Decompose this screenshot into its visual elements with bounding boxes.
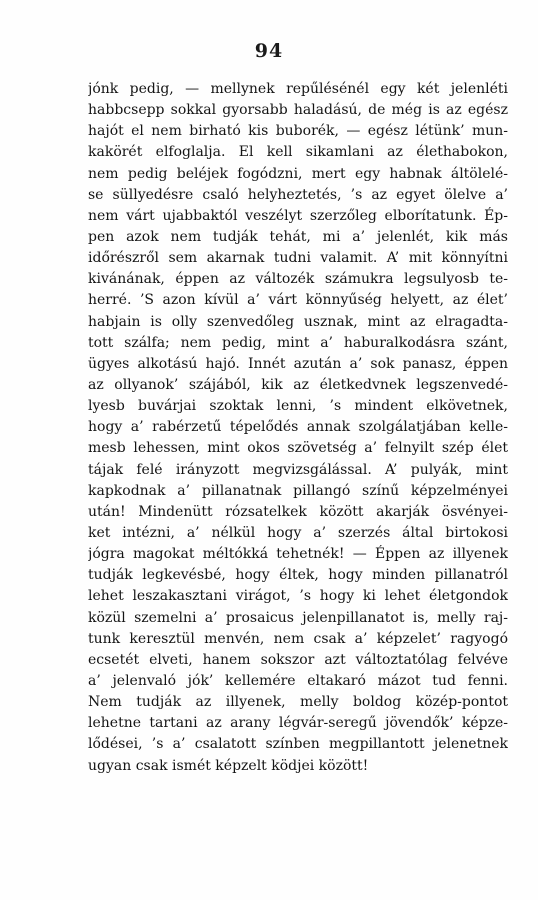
text-line: se süllyedésre csaló helyheztetés, ’s az egyet ölelve a’	[88, 186, 508, 203]
text-line: lyesb buvárjai szoktak lenni, ’s mindent elkövetnek,	[88, 398, 508, 415]
text-line: hogy a’ rabérzetű tépelődés annak szolgálatjában kelle-	[88, 419, 508, 436]
text-line: kakörét elfoglalja. El kell sikamlani az élethabokon,	[88, 144, 508, 161]
text-line: tott szálfa; nem pedig, mint a’ haburalkodásra szánt,	[88, 334, 508, 351]
text-line: nem várt ujabbaktól veszélyt szerzőleg elborítatunk. Ép-	[88, 207, 508, 224]
text-line: időrészről sem akarnak tudni valamit. A’ mit könnyítni	[88, 250, 508, 267]
text-line: kivánának, éppen az változék számukra legsulyosb te-	[88, 271, 508, 288]
text-line: lődései, ’s a’ csalatott színben megpillantott jelenetnek	[88, 736, 508, 753]
text-line: jónk pedig, — mellynek repűlésénél egy két jelenléti	[88, 81, 508, 97]
text-line: ecsetét elveti, hanem sokszor azt változtatólag felvéve	[88, 651, 508, 668]
text-line: közül szemelni a’ prosaicus jelenpillanatot is, melly raj-	[88, 609, 508, 626]
text-line: tájak felé irányzott megvizsgálással. A’ pulyák, mint	[88, 461, 508, 478]
text-line: herré. ’S azon kívül a’ várt könnyűség helyett, az élet’	[88, 292, 508, 309]
text-line: lehet leszakasztani virágot, ’s hogy ki lehet életgondok	[88, 588, 508, 605]
text-line: Nem tudják az illyenek, melly boldog közép-pontot	[88, 694, 508, 711]
text-line: nem pedig beléjek fogódzni, mert egy habnak áltölelé-	[88, 165, 508, 182]
text-line: után! Mindenütt rózsatelkek között akarják ösvényei-	[88, 503, 508, 520]
text-line: az ollyanok’ szájából, kik az életkedvnek legszenvedé-	[88, 376, 508, 393]
text-line: hajót el nem birható kis buborék, — egész létünk’ mun-	[88, 123, 508, 140]
text-line: tudják legkevésbé, hogy éltek, hogy minden pillanatról	[88, 567, 508, 584]
text-line: a’ jelenvaló jók’ kellemére eltakaró mázot tud fenni.	[88, 672, 508, 689]
text-line: ugyan csak ismét képzelt ködjei között!	[88, 757, 369, 774]
text-line: lehetne tartani az arany légvár-seregű jövendők’ képze-	[88, 715, 508, 732]
text-line: kapkodnak a’ pillanatnak pillangó színű képzelményei	[88, 482, 508, 499]
page-number: 94	[254, 40, 284, 62]
text-line: ket intézni, a’ nélkül hogy a’ szerzés által birtokosi	[88, 524, 508, 541]
body-text	[88, 79, 508, 777]
text-line: habjain is olly szenvedőleg usznak, mint az elragadta-	[88, 313, 508, 330]
text-line: jógra magokat méltókká tehetnék! — Éppen az illyenek	[88, 546, 508, 563]
text-line: habbcsepp sokkal gyorsabb haladású, de még is az egész	[88, 102, 508, 119]
text-line: pen azok nem tudják tehát, mi a’ jelenlét, kik más	[88, 228, 508, 245]
text-line: ügyes alkotású hajó. Innét azután a’ sok panasz, éppen	[88, 355, 508, 372]
text-line: mesb lehessen, mint okos szövetség a’ felnyilt szép élet	[88, 440, 508, 457]
text-line: tunk keresztül menvén, nem csak a’ képzelet’ ragyogó	[88, 630, 508, 647]
